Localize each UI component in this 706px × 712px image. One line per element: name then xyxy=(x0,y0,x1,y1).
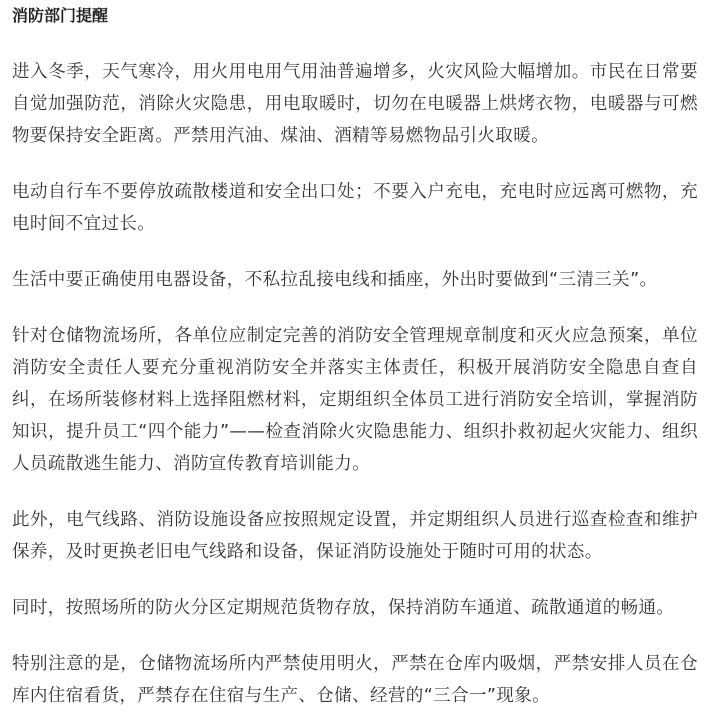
paragraph-e-bike-charging: 电动自行车不要停放疏散楼道和安全出口处；不要入户充电，充电时应远离可燃物，充电时间不宜过长。 xyxy=(12,182,698,234)
article-title: 消防部门提醒 xyxy=(12,6,109,25)
paragraph-winter-heating: 进入冬季，天气寒冷，用火用电用气用油普遍增多，火灾风险大幅增加。市民在日常要自觉加强防范，消除火灾隐患，用电取暖时，切勿在电暖器上烘烤衣物，电暖器与可燃物要保持安全距离。严禁用汽油、煤油、酒精等易燃物品引火取暖。 xyxy=(12,62,698,146)
paragraph-special-attention: 特别注意的是，仓储物流场所内严禁使用明火，严禁在仓库内吸烟，严禁安排人员在仓库内住宿看货，严禁存在住宿与生产、仓储、经营的“三合一”现象。 xyxy=(12,654,698,706)
paragraph-equipment-maintenance: 此外，电气线路、消防设施设备应按照规定设置，并定期组织人员进行巡查检查和维护保养，及时更换老旧电气线路和设备，保证消防设施处于随时可用的状态。 xyxy=(12,510,698,562)
paragraph-electrical-safety: 生活中要正确使用电器设备，不私拉乱接电线和插座，外出时要做到“三清三关”。 xyxy=(12,270,658,290)
paragraph-warehouse-management: 针对仓储物流场所，各单位应制定完善的消防安全管理规章制度和灭火应急预案，单位消防安全责任人要充分重视消防安全并落实主体责任，积极开展消防安全隐患自查自纠，在场所装修材料上选择阻燃材料，定期组织全体员工进行消防安全培训，掌握消防知识，提升员工“四个能力”——检查消除火灾隐患能力、组织扑救初起火灾能力、组织人员疏散逃生能力、消防宣传教育培训能力。 xyxy=(12,326,698,474)
paragraph-fire-zones: 同时，按照场所的防火分区定期规范货物存放，保持消防车通道、疏散通道的畅通。 xyxy=(12,598,675,618)
